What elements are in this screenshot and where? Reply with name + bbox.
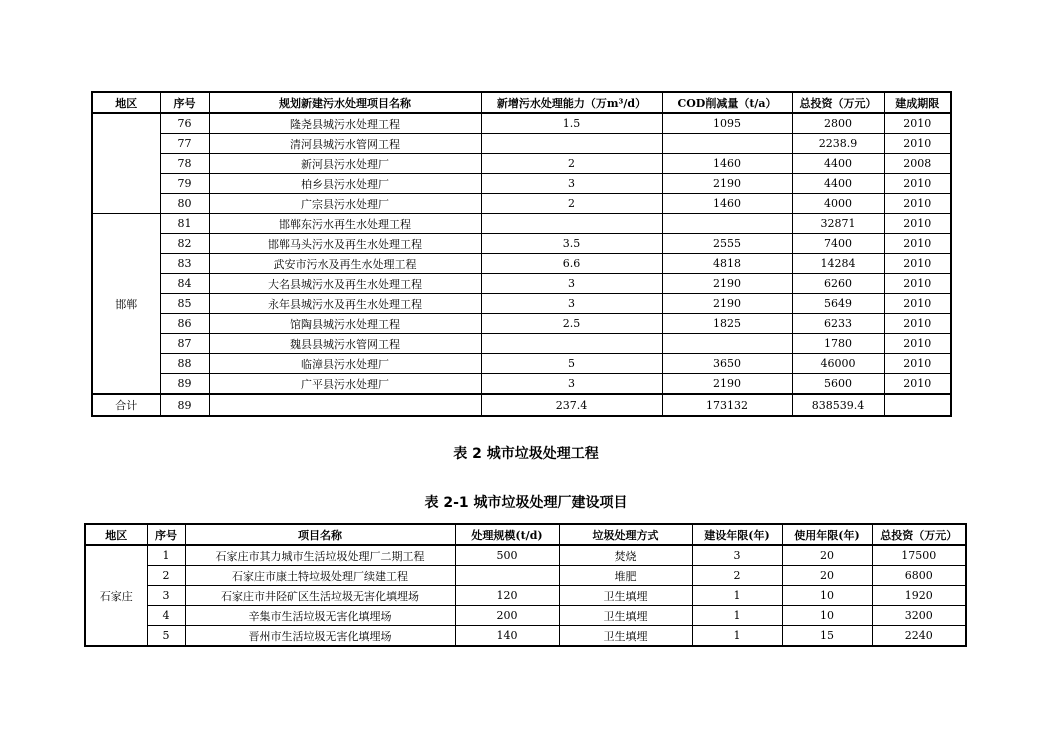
row-investment: 5649 xyxy=(792,294,884,314)
row-cod xyxy=(662,134,792,154)
header-investment: 总投资（万元） xyxy=(872,524,966,545)
wastewater-projects-table xyxy=(91,91,952,417)
row-no: 77 xyxy=(160,134,209,154)
header-capacity: 新增污水处理能力（万m³/d） xyxy=(481,92,662,113)
row-capacity xyxy=(481,134,662,154)
header-name: 项目名称 xyxy=(185,524,455,545)
total-investment: 838539.4 xyxy=(792,394,884,416)
row-no: 83 xyxy=(160,254,209,274)
row-name: 新河县污水处理厂 xyxy=(209,154,481,174)
row-name: 大名县城污水及再生水处理工程 xyxy=(209,274,481,294)
table-row xyxy=(85,606,966,626)
row-investment: 7400 xyxy=(792,234,884,254)
row-capacity xyxy=(481,334,662,354)
row-build-years: 1 xyxy=(692,626,782,647)
row-capacity: 3 xyxy=(481,174,662,194)
row-cod xyxy=(662,214,792,234)
row-investment: 2800 xyxy=(792,113,884,134)
row-name: 石家庄市其力城市生活垃圾处理厂二期工程 xyxy=(185,545,455,566)
row-investment: 6800 xyxy=(872,566,966,586)
row-method: 卫生填埋 xyxy=(559,626,692,647)
header-scale: 处理规模(t/d) xyxy=(455,524,559,545)
row-method: 堆肥 xyxy=(559,566,692,586)
row-build-years: 2 xyxy=(692,566,782,586)
row-deadline: 2010 xyxy=(884,314,951,334)
row-capacity: 3.5 xyxy=(481,234,662,254)
total-cod: 173132 xyxy=(662,394,792,416)
table-row xyxy=(92,374,951,395)
header-deadline: 建成期限 xyxy=(884,92,951,113)
table-header-row xyxy=(85,524,966,545)
header-name: 规划新建污水处理项目名称 xyxy=(209,92,481,113)
row-cod: 2555 xyxy=(662,234,792,254)
row-name: 魏县县城污水管网工程 xyxy=(209,334,481,354)
row-no: 87 xyxy=(160,334,209,354)
table-row xyxy=(85,545,966,566)
row-name: 石家庄市井陉矿区生活垃圾无害化填埋场 xyxy=(185,586,455,606)
row-deadline: 2010 xyxy=(884,274,951,294)
region-cell-handan: 邯郸 xyxy=(92,214,160,395)
total-name xyxy=(209,394,481,416)
table-row xyxy=(85,626,966,647)
row-use-years: 10 xyxy=(782,606,872,626)
row-build-years: 1 xyxy=(692,586,782,606)
table-row xyxy=(92,274,951,294)
row-no: 76 xyxy=(160,113,209,134)
total-no: 89 xyxy=(160,394,209,416)
row-investment: 1920 xyxy=(872,586,966,606)
table-title: 表 2-1 城市垃圾处理厂建设项目 xyxy=(424,495,628,511)
row-capacity: 2 xyxy=(481,194,662,214)
row-no: 88 xyxy=(160,354,209,374)
table-header-row xyxy=(92,92,951,113)
table-row xyxy=(85,566,966,586)
row-deadline: 2008 xyxy=(884,154,951,174)
row-capacity: 5 xyxy=(481,354,662,374)
row-investment: 17500 xyxy=(872,545,966,566)
table-row xyxy=(92,254,951,274)
row-name: 永年县城污水及再生水处理工程 xyxy=(209,294,481,314)
row-name: 广平县污水处理厂 xyxy=(209,374,481,395)
row-cod: 3650 xyxy=(662,354,792,374)
row-name: 石家庄市康土特垃圾处理厂续建工程 xyxy=(185,566,455,586)
header-region: 地区 xyxy=(92,92,160,113)
table-row xyxy=(92,314,951,334)
row-capacity: 3 xyxy=(481,274,662,294)
table-row xyxy=(92,294,951,314)
row-name: 柏乡县污水处理厂 xyxy=(209,174,481,194)
row-no: 5 xyxy=(147,626,185,647)
row-build-years: 1 xyxy=(692,606,782,626)
table-row xyxy=(92,113,951,134)
row-investment: 2238.9 xyxy=(792,134,884,154)
header-no: 序号 xyxy=(160,92,209,113)
row-investment: 4400 xyxy=(792,154,884,174)
row-cod: 1460 xyxy=(662,194,792,214)
row-investment: 4400 xyxy=(792,174,884,194)
row-investment: 1780 xyxy=(792,334,884,354)
row-no: 4 xyxy=(147,606,185,626)
table-row xyxy=(85,586,966,606)
table-row xyxy=(92,214,951,234)
row-no: 84 xyxy=(160,274,209,294)
row-method: 焚烧 xyxy=(559,545,692,566)
row-deadline: 2010 xyxy=(884,214,951,234)
row-method: 卫生填埋 xyxy=(559,586,692,606)
row-use-years: 10 xyxy=(782,586,872,606)
table-row xyxy=(92,194,951,214)
row-no: 85 xyxy=(160,294,209,314)
row-method: 卫生填埋 xyxy=(559,606,692,626)
row-cod: 2190 xyxy=(662,294,792,314)
row-no: 82 xyxy=(160,234,209,254)
row-use-years: 20 xyxy=(782,566,872,586)
header-cod: COD削减量（t/a） xyxy=(662,92,792,113)
row-scale: 140 xyxy=(455,626,559,647)
total-capacity: 237.4 xyxy=(481,394,662,416)
row-investment: 5600 xyxy=(792,374,884,395)
row-name: 清河县城污水管网工程 xyxy=(209,134,481,154)
row-cod: 2190 xyxy=(662,374,792,395)
row-no: 79 xyxy=(160,174,209,194)
row-cod: 2190 xyxy=(662,174,792,194)
row-no: 80 xyxy=(160,194,209,214)
row-deadline: 2010 xyxy=(884,254,951,274)
row-deadline: 2010 xyxy=(884,134,951,154)
header-method: 垃圾处理方式 xyxy=(559,524,692,545)
table-row xyxy=(92,334,951,354)
header-build-years: 建设年限(年) xyxy=(692,524,782,545)
row-investment: 14284 xyxy=(792,254,884,274)
row-cod xyxy=(662,334,792,354)
row-no: 86 xyxy=(160,314,209,334)
table-row xyxy=(92,354,951,374)
row-name: 辛集市生活垃圾无害化填埋场 xyxy=(185,606,455,626)
row-investment: 6260 xyxy=(792,274,884,294)
section-title: 表 2 城市垃圾处理工程 xyxy=(453,446,599,462)
region-cell-blank xyxy=(92,113,160,214)
row-use-years: 15 xyxy=(782,626,872,647)
row-cod: 2190 xyxy=(662,274,792,294)
row-deadline: 2010 xyxy=(884,113,951,134)
header-no: 序号 xyxy=(147,524,185,545)
table-row xyxy=(92,134,951,154)
row-deadline: 2010 xyxy=(884,294,951,314)
row-deadline: 2010 xyxy=(884,374,951,395)
header-investment: 总投资（万元） xyxy=(792,92,884,113)
row-name: 邯郸东污水再生水处理工程 xyxy=(209,214,481,234)
row-name: 邯郸马头污水及再生水处理工程 xyxy=(209,234,481,254)
row-scale xyxy=(455,566,559,586)
row-investment: 3200 xyxy=(872,606,966,626)
row-cod: 1460 xyxy=(662,154,792,174)
region-cell-shijiazhuang: 石家庄 xyxy=(85,545,147,646)
row-build-years: 3 xyxy=(692,545,782,566)
table-row xyxy=(92,174,951,194)
table-row xyxy=(92,154,951,174)
row-name: 隆尧县城污水处理工程 xyxy=(209,113,481,134)
row-deadline: 2010 xyxy=(884,194,951,214)
row-investment: 4000 xyxy=(792,194,884,214)
row-scale: 200 xyxy=(455,606,559,626)
row-investment: 32871 xyxy=(792,214,884,234)
waste-plants-table xyxy=(84,523,967,647)
total-label: 合计 xyxy=(92,394,160,416)
row-no: 78 xyxy=(160,154,209,174)
row-capacity: 2 xyxy=(481,154,662,174)
row-capacity: 2.5 xyxy=(481,314,662,334)
row-capacity: 1.5 xyxy=(481,113,662,134)
table-row xyxy=(92,234,951,254)
row-scale: 500 xyxy=(455,545,559,566)
row-no: 81 xyxy=(160,214,209,234)
row-cod: 1825 xyxy=(662,314,792,334)
row-name: 临漳县污水处理厂 xyxy=(209,354,481,374)
row-capacity: 3 xyxy=(481,374,662,395)
header-use-years: 使用年限(年) xyxy=(782,524,872,545)
row-scale: 120 xyxy=(455,586,559,606)
header-region: 地区 xyxy=(85,524,147,545)
row-capacity: 6.6 xyxy=(481,254,662,274)
row-no: 2 xyxy=(147,566,185,586)
row-investment: 6233 xyxy=(792,314,884,334)
row-investment: 46000 xyxy=(792,354,884,374)
row-investment: 2240 xyxy=(872,626,966,647)
row-cod: 4818 xyxy=(662,254,792,274)
total-row xyxy=(92,394,951,416)
row-no: 3 xyxy=(147,586,185,606)
row-name: 馆陶县城污水处理工程 xyxy=(209,314,481,334)
row-name: 广宗县污水处理厂 xyxy=(209,194,481,214)
row-name: 武安市污水及再生水处理工程 xyxy=(209,254,481,274)
total-deadline xyxy=(884,394,951,416)
row-deadline: 2010 xyxy=(884,334,951,354)
row-capacity: 3 xyxy=(481,294,662,314)
row-capacity xyxy=(481,214,662,234)
row-name: 晋州市生活垃圾无害化填埋场 xyxy=(185,626,455,647)
row-deadline: 2010 xyxy=(884,174,951,194)
row-no: 89 xyxy=(160,374,209,395)
row-no: 1 xyxy=(147,545,185,566)
row-deadline: 2010 xyxy=(884,354,951,374)
row-deadline: 2010 xyxy=(884,234,951,254)
row-use-years: 20 xyxy=(782,545,872,566)
row-cod: 1095 xyxy=(662,113,792,134)
